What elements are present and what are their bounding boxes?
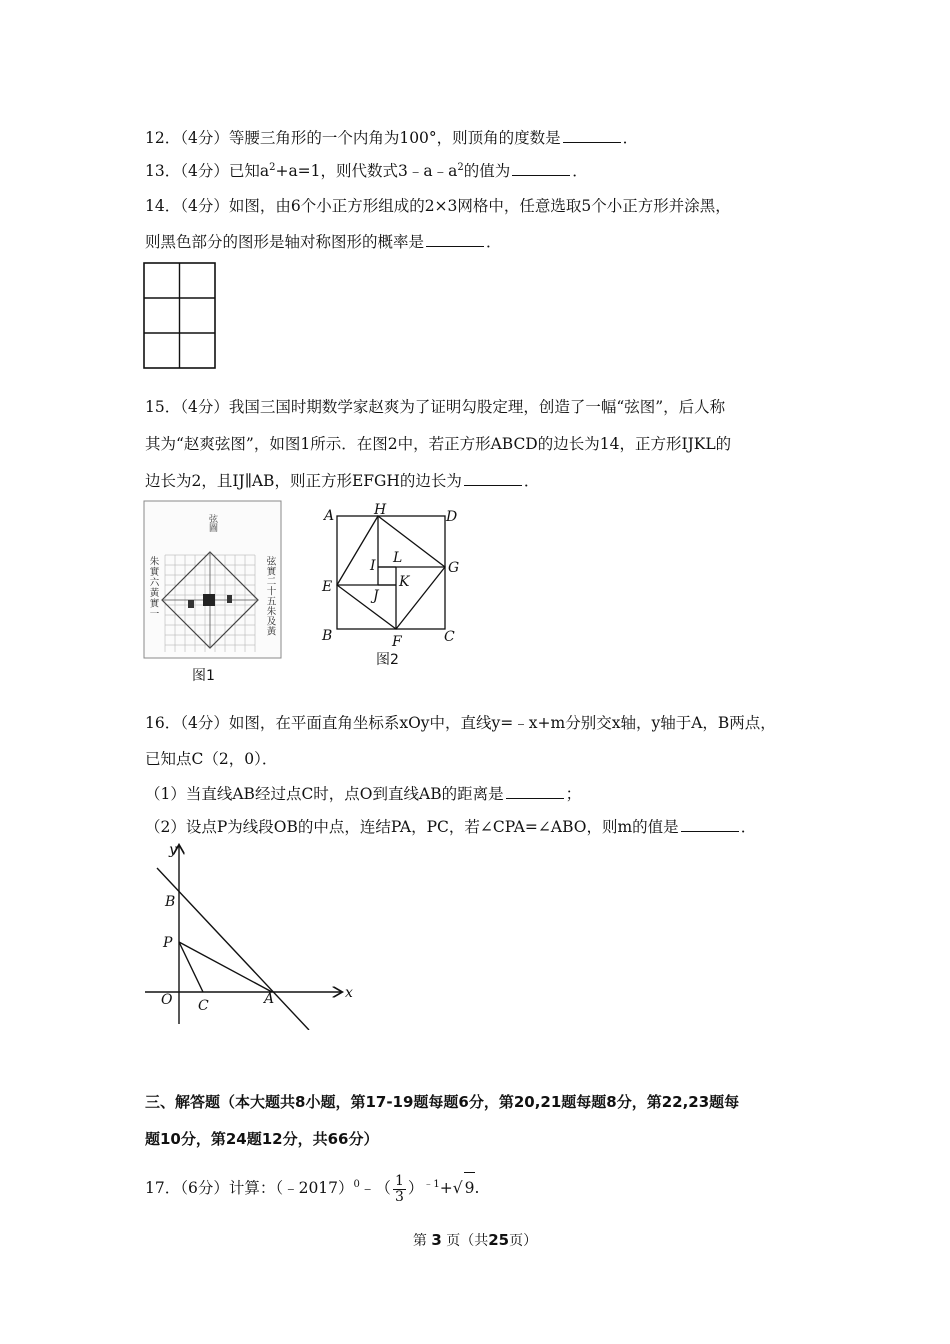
label-a: A [324, 508, 335, 524]
question-15-line-2: 其为“赵爽弦图”，如图1所示．在图2中，若正方形ABCD的边长为14，正方形IJKL的 [145, 435, 732, 453]
label-c: C [444, 629, 455, 645]
answer-blank [512, 161, 570, 176]
point-p-label: P [163, 935, 173, 951]
figure-2-caption: 图2 [376, 652, 399, 668]
section-3-header-line-1: 三、解答题（本大题共8小题，第17-19题每题6分，第20,21题每题8分，第22,23题每 [145, 1093, 740, 1111]
origin-o-label: O [161, 992, 173, 1008]
question-15-line-3: 边长为2，且IJ∥AB，则正方形EFGH的边长为 ． [145, 472, 540, 490]
label-h: H [374, 502, 387, 518]
fig1-right-text: 弦實二十五朱及黃 [264, 556, 276, 636]
axis-x-label: x [345, 985, 353, 1001]
label-e: E [322, 579, 333, 595]
answer-blank [681, 817, 739, 832]
label-j: J [373, 588, 379, 604]
label-d: D [446, 509, 458, 525]
question-14-line-1: 14．（4分）如图，由6个小正方形组成的2×3网格中，任意选取5个小正方形并涂黑， [145, 197, 731, 215]
sqrt-radicand: 9 [464, 1172, 475, 1203]
current-page-number: 3 [431, 1231, 442, 1249]
fig1-top-text: 弦圖 [207, 514, 217, 532]
question-12: 12．（4分）等腰三角形的一个内角为100°，则顶角的度数是 ． [145, 129, 639, 147]
question-16-part-1: （1）当直线AB经过点C时，点O到直线AB的距离是 ； [145, 785, 582, 803]
question-15-line-1: 15．（4分）我国三国时期数学家赵爽为了证明勾股定理，创造了一幅“弦图”，后人称 [145, 398, 726, 416]
section-3-header-line-2: 题10分，第24题12分，共66分） [145, 1130, 379, 1148]
point-b-label: B [165, 894, 176, 910]
question-13: 13．（4分）已知$a^2+a=1$，则代数式$3﹣a﹣a^2$的值为 ． [145, 162, 588, 180]
label-b: B [322, 628, 333, 644]
label-i: I [370, 558, 376, 574]
fraction-one-third: $\frac{1}{3}$ [394, 1172, 404, 1205]
coordinate-graph [145, 840, 365, 1030]
sqrt-symbol: √ [452, 1179, 463, 1197]
label-l: L [393, 550, 403, 566]
figure-1-caption: 图1 [192, 668, 215, 684]
question-17: 17．（6分）计算：（﹣2017）$^0$﹣（ $\frac{1}{3}$ ）$^{﹣1}$+√ 9. [145, 1172, 480, 1205]
zhao-shuang-diagram-figure-1 [143, 500, 283, 660]
fig1-left-text: 朱實六黃實一 [147, 556, 159, 619]
answer-blank [426, 232, 484, 247]
axis-y-label: y [169, 842, 177, 858]
point-a-label: A [264, 991, 275, 1007]
square-diagram-figure-2 [318, 500, 468, 665]
grid-2x3-figure [143, 262, 217, 370]
question-16-line-2: 已知点C（2，0）． [145, 750, 278, 768]
answer-blank [464, 471, 522, 486]
total-pages: 25 [488, 1231, 510, 1249]
label-g: G [448, 560, 460, 576]
label-f: F [392, 634, 402, 650]
question-16-line-1: 16．（4分）如图，在平面直角坐标系xOy中，直线y=﹣x+m分别交x轴，y轴于A，B两点， [145, 714, 776, 732]
question-16-part-2: （2）设点P为线段OB的中点，连结PA，PC，若∠CPA=∠ABO，则m的值是 ． [145, 818, 757, 836]
answer-blank [563, 128, 621, 143]
page-footer: 第 3 页（共25页） [412, 1231, 538, 1249]
point-c-label: C [198, 998, 209, 1014]
label-k: K [399, 574, 410, 590]
question-14-line-2: 则黑色部分的图形是轴对称图形的概率是 ． [145, 233, 502, 251]
answer-blank [506, 784, 564, 799]
